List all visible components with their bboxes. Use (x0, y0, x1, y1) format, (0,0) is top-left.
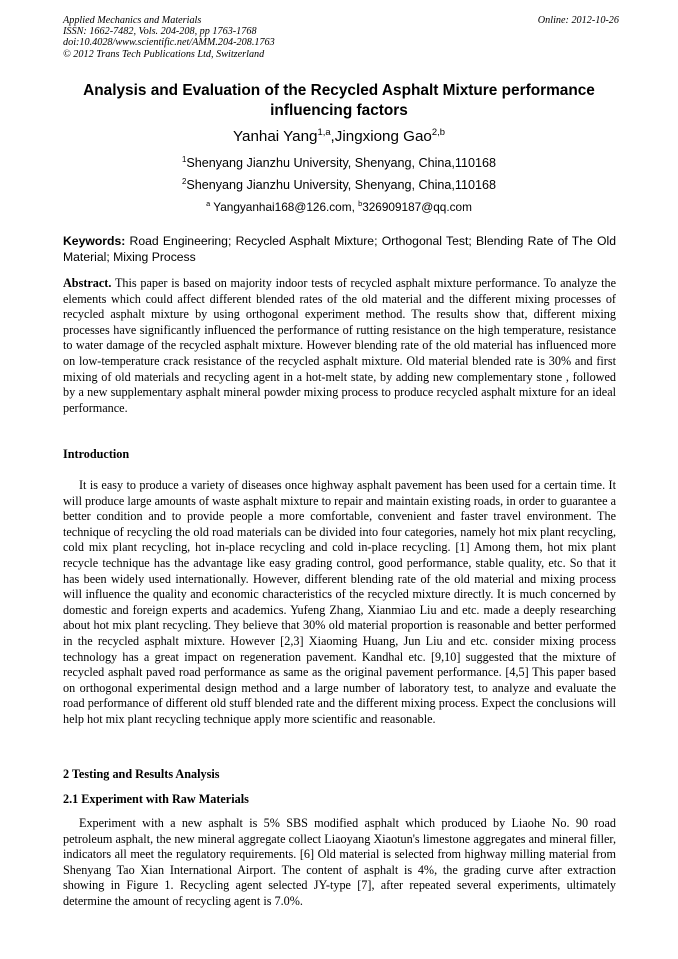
keywords-text: Road Engineering; Recycled Asphalt Mixture; Orthogonal Test; Blending Rate of The Old Material; Mixing Process (63, 234, 616, 264)
affiliation-1-marker: 1 (181, 154, 187, 164)
keywords-label: Keywords: (63, 234, 126, 248)
introduction-heading: Introduction (63, 447, 130, 461)
copyright-line: © 2012 Trans Tech Publications Ltd, Switzerland (63, 48, 265, 60)
journal-name: Applied Mechanics and Materials (63, 15, 202, 26)
keywords (63, 234, 616, 265)
affiliation-2-marker: 2 (181, 176, 187, 186)
abstract-text: This paper is based on majority indoor tests of recycled asphalt mixture performance. To analyze the elements which could affect different blended rates of the old material and the different mixing processes of recycled asphalt mixture by using orthogonal experiment method. The results show that, different mixing processes have significantly influenced the performance of rutting resistance on the high temperature, resistance to water damage of the recycled asphalt mixture. However blending rate of the old material has influenced more on low-temperature crack resistance of the recycled asphalt mixture. Old material blended rate is 30% and first mixing of old materials and recycling agent in a hot-melt state, by adding new complementary stone , followed by a new supplementary asphalt mineral powder mixing process to produce recycled asphalt mixture for an ideal performance. (63, 276, 616, 415)
abstract (63, 276, 616, 416)
introduction-text: It is easy to produce a variety of diseases once highway asphalt pavement has been used for a certain time. It will produce large amounts of waste asphalt mixture to repair and maintain existing roads, in order to guarantee a better condition and to provide people a more comfortable, convenient and faster travel environment. The technique of recycling the old road materials can be divided into four categories, namely hot mix plant recycling, cold mix plant recycling, hot in-place recycling and cold in-place recycling. [1] Among them, hot mix plant recycle technique has the advantage like easy grading control, good performance, stable quality, etc. So that it has been widely used internationally. However, different blending rate of the old material and mixing process will influence the quality and economic characteristics of the recycled mixture directly. It is much concerned by domestic and foreign experts and academics. Yufeng Zhang, Xianmiao Liu and etc. made a deeply researching about hot mix plant recycling. They believe that 30% old material proportion is reasonable and better performed in the recycled asphalt mixture. However [2,3] Xiaoming Huang, Jun Liu and etc. consider mixing process technology has a great impact on regeneration pavement. Kandhal etc. [9,10] suggested that the mixture of recycled asphalt paved road performance as same as the original pavement performance. [4,5] This paper based on orthogonal experimental design method and a large number of laboratory test, to analyze and evaluate the road performance of different old stuff blended rate and the different mixing process. Expect the conclusions will help hot mix plant recycling technique apply more scientific and reasonable. (63, 478, 616, 726)
author-1: Yanhai Yang (233, 128, 318, 145)
affiliation-1-text: Shenyang Jianzhu University, Shenyang, China,110168 (186, 156, 497, 170)
issn-line: ISSN: 1662-7482, Vols. 204-208, pp 1763-1768 (63, 26, 257, 38)
affiliation-2-text: Shenyang Jianzhu University, Shenyang, China,110168 (186, 178, 497, 192)
email-b: 326909187@qq.com (362, 200, 472, 214)
email-a-marker: a (206, 199, 211, 209)
author-2-marker: 2,b (431, 125, 445, 137)
doi-line: doi:10.4028/www.scientific.net/AMM.204-208.1763 (63, 37, 275, 49)
affiliation-2 (0, 177, 678, 193)
introduction-body (63, 478, 616, 728)
email-a: Yangyanhai168@126.com, (210, 200, 359, 214)
author-1-marker: 1,a (317, 125, 331, 137)
paper-title: Analysis and Evaluation of the Recycled Asphalt Mixture performance influencing factors (83, 82, 595, 119)
author-line (0, 127, 678, 147)
email-line (0, 199, 678, 215)
author-separator: , (330, 128, 335, 145)
online-date: Online: 2012-10-26 (537, 15, 619, 26)
abstract-label: Abstract. (63, 276, 112, 290)
affiliation-1 (0, 155, 678, 171)
section-2-heading: 2 Testing and Results Analysis (63, 767, 220, 781)
email-b-marker: b (358, 199, 363, 209)
section-2-1-heading: 2.1 Experiment with Raw Materials (63, 792, 249, 806)
author-2: Jingxiong Gao (334, 128, 432, 145)
section-2-1-text: Experiment with a new asphalt is 5% SBS modified asphalt which produced by Liaohe No. 90 road petroleum asphalt, the new mineral aggregate collect Liaoyang Xiaotun's limestone aggregates and mineral filler, indicators all meet the regulatory requirements. [6] Old material is selected from highway milling material from Shenyang Tao Xian International Airport. The content of asphalt is 4%, the grading curve after extraction showing in Figure 1. Recycling agent selected JY-type [7], after repeated several experiments, ultimately determine the amount of recycling agent is 7.0%. (63, 816, 616, 908)
journal-header (63, 15, 619, 60)
section-2-1-body (63, 816, 616, 910)
